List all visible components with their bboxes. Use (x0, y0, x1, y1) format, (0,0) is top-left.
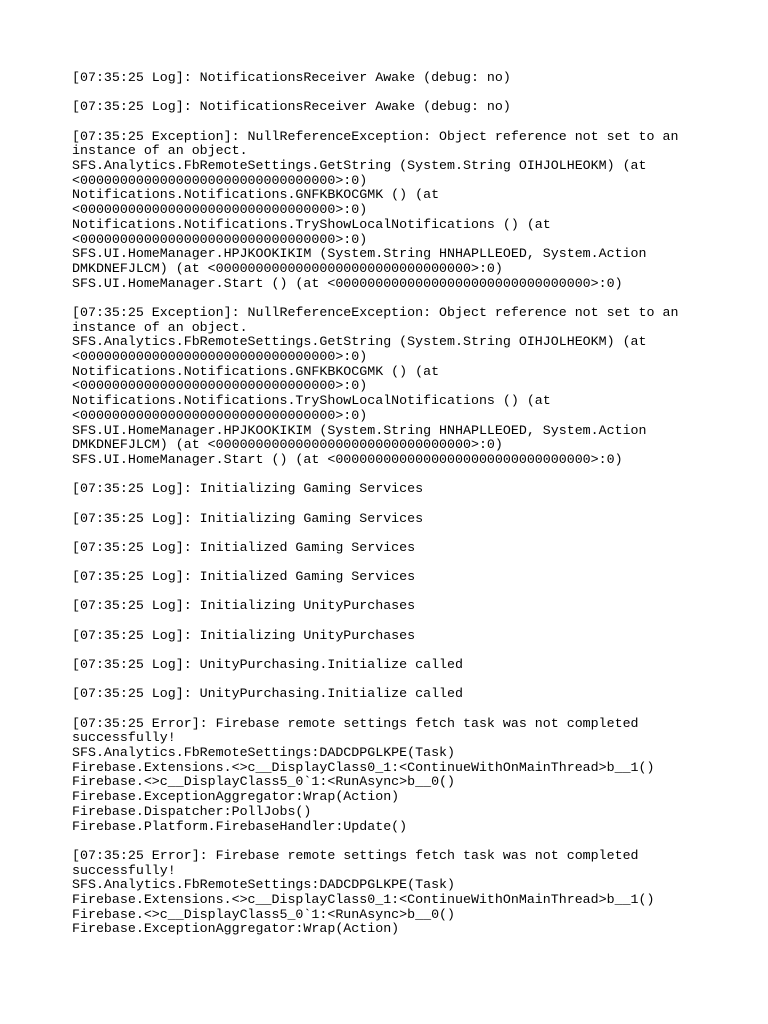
log-line: [07:35:25 Error]: Firebase remote settings fetch task was not completed (72, 715, 639, 731)
log-entry (72, 658, 752, 673)
stack-trace-line: SFS.UI.HomeManager.Start () (at <00000000000000000000000000000000>:0) (72, 275, 623, 291)
log-entry (72, 687, 752, 702)
log-line: [07:35:25 Exception]: NullReferenceException: Object reference not set to an (72, 304, 679, 320)
stack-trace-line: Firebase.Dispatcher:PollJobs() (72, 803, 312, 819)
log-line: [07:35:25 Log]: Initializing UnityPurchases (72, 598, 416, 614)
stack-trace-line: SFS.UI.HomeManager.HPJKOOKIKIM (System.String HNHAPLLEOED, System.Action (72, 422, 647, 438)
log-line: [07:35:25 Error]: Firebase remote settings fetch task was not completed (72, 847, 639, 863)
stack-trace-line: SFS.Analytics.FbRemoteSettings.GetString (System.String OIHJOLHEOKM) (at (72, 158, 647, 173)
log-entry (72, 570, 752, 585)
log-line: [07:35:25 Log]: Initializing UnityPurchases (72, 627, 416, 643)
stack-trace-line: Firebase.Platform.FirebaseHandler:Update() (72, 818, 408, 834)
log-line: instance of an object. (72, 319, 248, 335)
stack-trace-line: Notifications.Notifications.GNFKBKOCGMK () (at (72, 363, 440, 379)
stack-trace-line: <00000000000000000000000000000000>:0) (72, 349, 368, 365)
log-entry (72, 482, 752, 497)
error-entry (72, 849, 752, 937)
log-line: successfully! (72, 730, 176, 746)
exception-entry (72, 130, 752, 292)
log-line: [07:35:25 Log]: UnityPurchasing.Initialize called (72, 686, 463, 702)
log-entry (72, 512, 752, 527)
stack-trace-line: SFS.Analytics.FbRemoteSettings:DADCDPGLKPE(Task) (72, 877, 456, 893)
stack-trace-line: Firebase.Extensions.<>c__DisplayClass0_1:<ContinueWithOnMainThread>b__1() (72, 759, 655, 775)
log-entry (72, 599, 752, 614)
log-line: [07:35:25 Log]: Initialized Gaming Services (72, 569, 416, 585)
log-line: [07:35:25 Log]: UnityPurchasing.Initialize called (72, 657, 463, 673)
stack-trace-line: <00000000000000000000000000000000>:0) (72, 172, 368, 188)
log-line: [07:35:25 Log]: Initialized Gaming Services (72, 539, 416, 555)
stack-trace-line: <00000000000000000000000000000000>:0) (72, 231, 368, 247)
stack-trace-line: Firebase.<>c__DisplayClass5_0`1:<RunAsync>b__0() (72, 906, 456, 922)
stack-trace-line: <00000000000000000000000000000000>:0) (72, 407, 368, 423)
stack-trace-line: SFS.Analytics.FbRemoteSettings.GetString (System.String OIHJOLHEOKM) (at (72, 334, 647, 350)
log-line: instance of an object. (72, 143, 248, 159)
stack-trace-line: Notifications.Notifications.GNFKBKOCGMK () (at (72, 187, 440, 203)
log-line: [07:35:25 Log]: Initializing Gaming Services (72, 510, 424, 526)
stack-trace-line: SFS.Analytics.FbRemoteSettings:DADCDPGLKPE(Task) (72, 745, 456, 761)
log-line: [07:35:25 Log]: Initializing Gaming Services (72, 481, 424, 497)
log-document (72, 71, 752, 952)
log-line: successfully! (72, 862, 176, 878)
stack-trace-line: Firebase.ExceptionAggregator:Wrap(Action) (72, 789, 400, 805)
stack-trace-line: DMKDNEFJLCM) (at <00000000000000000000000000000000>:0) (72, 437, 503, 453)
stack-trace-line: Notifications.Notifications.TryShowLocalNotifications () (at (72, 393, 551, 409)
log-line: [07:35:25 Log]: NotificationsReceiver Awake (debug: no) (72, 99, 511, 115)
log-entry (72, 100, 752, 115)
stack-trace-line: DMKDNEFJLCM) (at <00000000000000000000000000000000>:0) (72, 260, 503, 276)
stack-trace-line: Firebase.<>c__DisplayClass5_0`1:<RunAsync>b__0() (72, 774, 456, 790)
stack-trace-line: <00000000000000000000000000000000>:0) (72, 202, 368, 218)
stack-trace-line: SFS.UI.HomeManager.Start () (at <00000000000000000000000000000000>:0) (72, 451, 623, 467)
log-entry (72, 629, 752, 644)
exception-entry (72, 306, 752, 468)
error-entry (72, 717, 752, 835)
stack-trace-line: Firebase.Extensions.<>c__DisplayClass0_1:<ContinueWithOnMainThread>b__1() (72, 891, 655, 907)
log-line: [07:35:25 Exception]: NullReferenceException: Object reference not set to an (72, 128, 679, 144)
stack-trace-line: <00000000000000000000000000000000>:0) (72, 378, 368, 394)
log-entry (72, 541, 752, 556)
stack-trace-line: Firebase.ExceptionAggregator:Wrap(Action) (72, 921, 400, 937)
log-entry (72, 71, 752, 86)
stack-trace-line: Notifications.Notifications.TryShowLocalNotifications () (at (72, 216, 551, 232)
log-line: [07:35:25 Log]: NotificationsReceiver Awake (debug: no) (72, 70, 511, 85)
stack-trace-line: SFS.UI.HomeManager.HPJKOOKIKIM (System.String HNHAPLLEOED, System.Action (72, 246, 647, 262)
